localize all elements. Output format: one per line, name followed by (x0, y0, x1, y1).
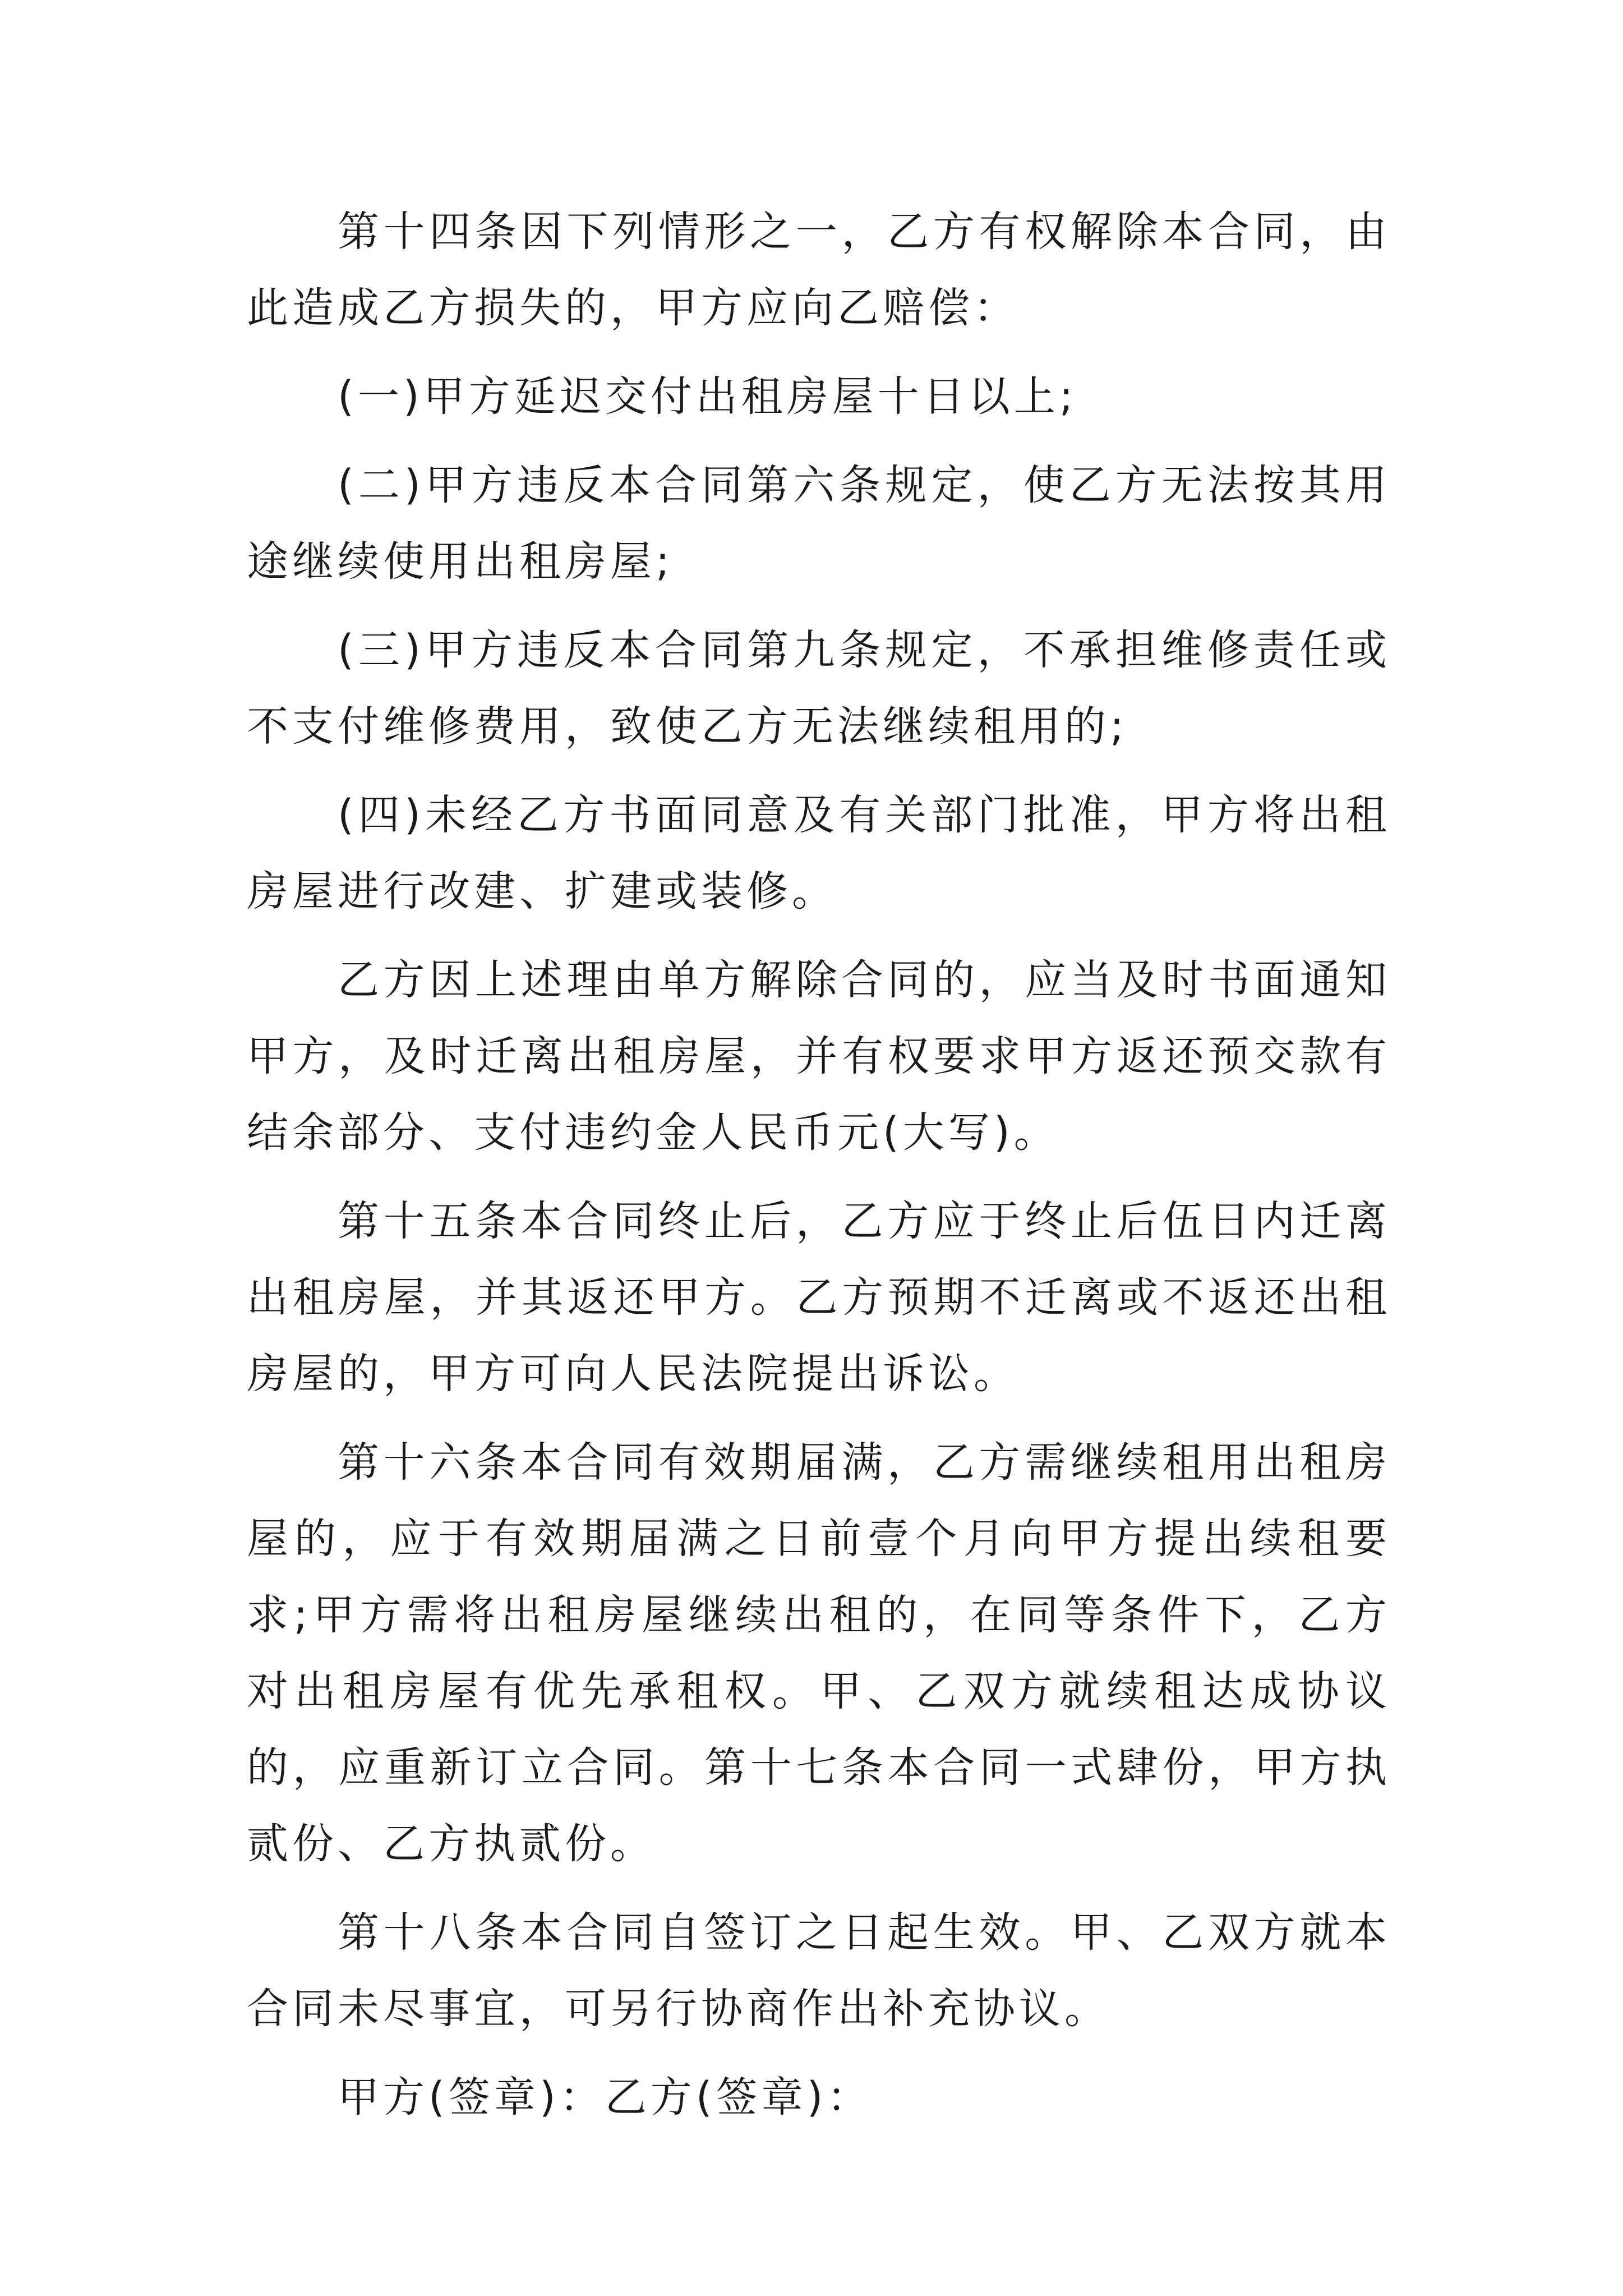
signature-line: 甲方(签章)：乙方(签章)： (338, 2073, 873, 2122)
paragraph-item-3: (三)甲方违反本合同第九条规定，不承担维修责任或不支付维修费用，致使乙方无法继续租用的; (247, 626, 1391, 751)
paragraph-article-15: 第十五条本合同终止后，乙方应于终止后伍日内迁离出租房屋，并其返还甲方。乙方预期不迁离或不返还出租房屋的，甲方可向人民法院提出诉讼。 (247, 1197, 1391, 1398)
paragraph-article-16-17: 第十六条本合同有效期届满，乙方需继续租用出租房屋的，应于有效期届满之日前壹个月向甲方提出续租要求;甲方需将出租房屋继续出租的，在同等条件下，乙方对出租房屋有优先承租权。甲、乙双方就续租达成协议的，应重新订立合同。第十七条本合同一式肆份，甲方执贰份、乙方执贰份。 (247, 1438, 1391, 1868)
paragraph-item-4: (四)未经乙方书面同意及有关部门批准，甲方将出租房屋进行改建、扩建或装修。 (247, 791, 1391, 915)
paragraph-article-14: 第十四条因下列情形之一，乙方有权解除本合同，由此造成乙方损失的，甲方应向乙赔偿： (247, 208, 1391, 332)
document-body (247, 194, 1391, 2136)
paragraph-termination-notice: 乙方因上述理由单方解除合同的，应当及时书面通知甲方，及时迁离出租房屋，并有权要求甲方返还预交款有结余部分、支付违约金人民币元(大写)。 (247, 956, 1391, 1157)
paragraph-article-18: 第十八条本合同自签订之日起生效。甲、乙双方就本合同未尽事宜，可另行协商作出补充协议。 (247, 1908, 1391, 2033)
paragraph-item-1: (一)甲方延迟交付出租房屋十日以上; (338, 372, 1077, 421)
paragraph-item-2: (二)甲方违反本合同第六条规定，使乙方无法按其用途继续使用出租房屋; (247, 461, 1391, 586)
